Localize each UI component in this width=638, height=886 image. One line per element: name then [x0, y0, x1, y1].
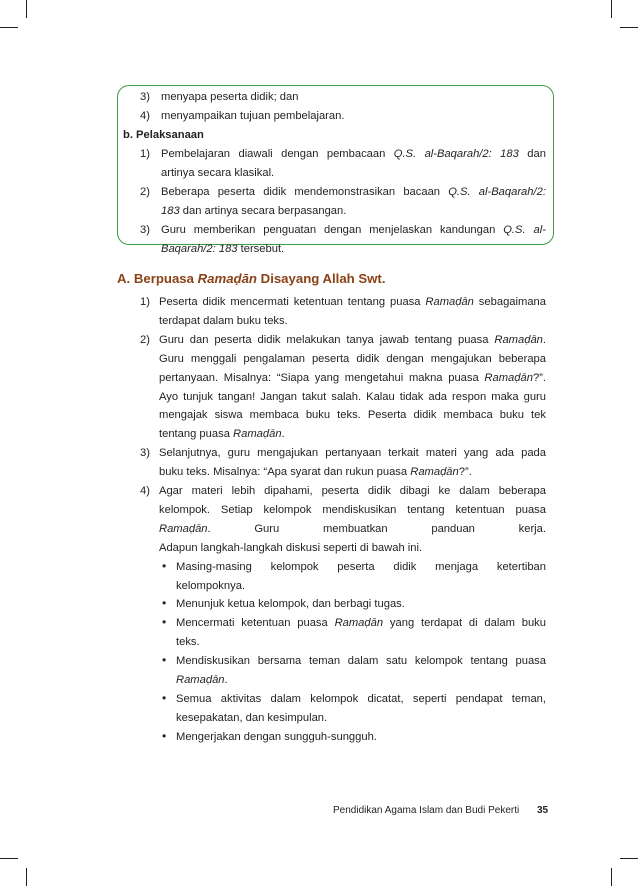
word: al-Baqarah/2:: [478, 186, 546, 198]
word: memberikan: [193, 224, 256, 236]
crop-mark: [611, 868, 612, 886]
word: dan: [527, 148, 546, 160]
word: Q.S.: [503, 224, 526, 236]
box-item-line: [161, 224, 546, 237]
word: Q.S.: [448, 186, 471, 198]
crop-mark: [26, 868, 27, 886]
word: Pembelajaran: [161, 148, 231, 160]
text-line: kelompok. Setiap kelompok mendiskusikan tentang ketentuan puasa: [159, 503, 546, 516]
text-line: Mencermati ketentuan puasa Ramaḍān yang terdapat di dalam buku: [176, 617, 546, 630]
word: kandungan: [439, 224, 496, 236]
text-line: teks.: [176, 636, 200, 649]
bullet-icon: •: [162, 596, 167, 611]
text-line: Selanjutnya, guru mengajukan pertanyaan terkait materi yang ada pada: [159, 447, 546, 460]
item-number: 4): [140, 485, 150, 497]
text-line: Mendiskusikan bersama teman dalam satu kelompok tentang puasa: [176, 655, 546, 668]
text-line: Ramaḍān. Guru membuatkan panduan kerja.: [159, 522, 546, 535]
bullet-icon: •: [162, 690, 167, 705]
green-frame: [117, 85, 554, 245]
box-item-text: menyampaikan tujuan pembelajaran.: [161, 110, 345, 122]
word: didik: [263, 186, 287, 198]
section-a-heading: A. Berpuasa Ramaḍān Disayang Allah Swt.: [117, 271, 386, 286]
word: pembacaan: [326, 148, 386, 160]
word: Beberapa: [161, 186, 210, 198]
word: dengan: [281, 148, 319, 160]
box-item-line: 183 dan artinya secara berpasangan.: [161, 205, 347, 217]
item-number: 3): [140, 224, 150, 236]
crop-mark: [0, 858, 18, 859]
text-line: Mengerjakan dengan sungguh-sungguh.: [176, 730, 377, 743]
word: diawali: [238, 148, 273, 160]
word: dengan: [324, 224, 362, 236]
word: al-Baqarah/2:: [424, 148, 492, 160]
item-number: 2): [140, 333, 150, 346]
word: Q.S.: [393, 148, 417, 160]
text-line: kesepakatan, dan kesimpulan.: [176, 711, 328, 724]
item-number: 1): [140, 148, 150, 160]
text-line: mengajak siswa membaca buku teks. Peserta didik membaca buku tek: [159, 409, 546, 422]
text-line: Peserta didik mencermati ketentuan tentang puasa Ramaḍān sebagaimana: [159, 296, 546, 308]
word: mendemonstrasikan: [294, 186, 396, 198]
bullet-icon: •: [162, 728, 167, 743]
text-line: Masing-masing kelompok peserta didik menjaga ketertiban: [176, 560, 546, 573]
text-line: buku teks. Misalnya: “Apa syarat dan rukun puasa Ramaḍān?”.: [159, 466, 472, 479]
item-number: 4): [140, 110, 150, 122]
box-item-text: menyapa peserta didik; dan: [161, 91, 299, 103]
text-line: tentang puasa Ramaḍān.: [159, 428, 285, 441]
crop-mark: [26, 0, 27, 18]
text-line: Guru dan peserta didik melakukan tanya jawab tentang puasa Ramaḍān.: [159, 333, 546, 346]
word: menjelaskan: [369, 224, 433, 236]
crop-mark: [0, 27, 18, 28]
text-line: kelompoknya.: [176, 579, 246, 592]
text-line: pertanyaan. Misalnya: “Siapa yang mengetahui makna puasa Ramaḍān?”.: [159, 371, 546, 384]
crop-mark: [611, 0, 612, 18]
text-line: Ramaḍān.: [176, 674, 228, 686]
bullet-icon: •: [162, 615, 167, 630]
text-line: Semua aktivitas dalam kelompok dicatat, seperti pendapat teman,: [176, 692, 546, 705]
footer-title: Pendidikan Agama Islam dan Budi Pekerti: [333, 805, 520, 816]
text-line: terdapat dalam buku teks.: [159, 314, 288, 327]
word: peserta: [217, 186, 256, 198]
box-item-line: artinya secara klasikal.: [161, 167, 275, 179]
item-number: 3): [140, 91, 150, 103]
text-line: Ayo tunjuk tangan! Jangan takut salah. Kalau tidak ada respon maka guru: [159, 390, 546, 403]
word: bacaan: [403, 186, 441, 198]
page-number: 35: [537, 805, 549, 816]
text-line: Guru menggali pengalaman peserta didik dengan mengajukan beberapa: [159, 352, 546, 365]
crop-mark: [620, 858, 638, 859]
item-number: 3): [140, 447, 150, 460]
text-line: Menunjuk ketua kelompok, dan berbagi tugas.: [176, 598, 405, 611]
item-number: 2): [140, 186, 150, 198]
bullet-icon: •: [162, 558, 167, 573]
text-line: Agar materi lebih dipahami, peserta didik dibagi ke dalam beberapa: [159, 485, 546, 497]
word: al-: [533, 224, 546, 236]
bullet-icon: •: [162, 653, 167, 668]
box-item-line: Baqarah/2: 183 tersebut.: [161, 243, 285, 255]
box-item-line: [161, 186, 546, 199]
crop-mark: [620, 27, 638, 28]
item-number: 1): [140, 296, 150, 308]
text-line: Adapun langkah-langkah diskusi seperti di bawah ini.: [159, 541, 423, 554]
word: 183: [500, 148, 519, 160]
word: Guru: [161, 224, 186, 236]
word: penguatan: [263, 224, 317, 236]
box-item-line: [161, 148, 546, 161]
section-b-heading: b. Pelaksanaan: [123, 129, 204, 141]
